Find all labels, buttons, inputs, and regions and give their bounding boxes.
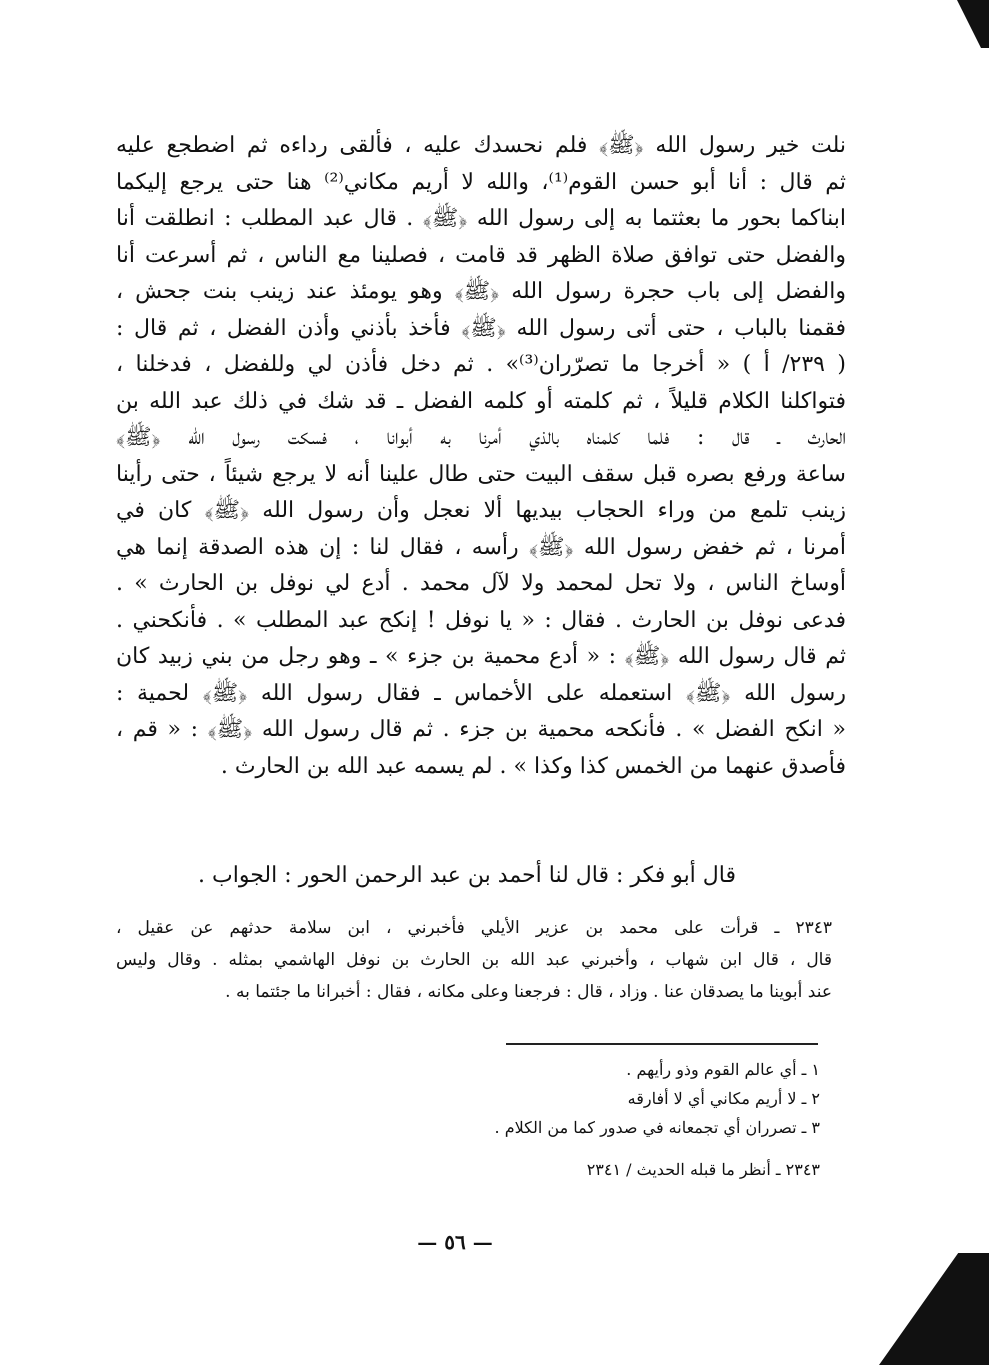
text-line: والفضل إلى باب حجرة رسول الله ﴿ﷺ﴾ وهو يومئذ عند زينب بنت جحش ،	[116, 279, 846, 304]
text-line: ثم قال : أنا أبو حسن القوم⁽¹⁾، والله لا أريم مكاني⁽²⁾ هنا حتى يرجع إليكما	[116, 169, 846, 195]
text-line: « انكح الفضل » . فأنكحه محمية بن جزء . ثم قال رسول الله ﴿ﷺ﴾ : « قم ،	[116, 717, 846, 742]
narrator-line: قال أبو فكر : قال لنا أحمد بن عبد الرحمن الحور : الجواب .	[198, 863, 736, 888]
text-line: أوساخ الناس ، ولا تحل لمحمد ولا لآل محمد . أدع لي نوفل بن الحارث » .	[116, 571, 846, 596]
text-line: أمرنا ، ثم خفض رسول الله ﴿ﷺ﴾ رأسه ، فقال لنا : إن هذه الصدقة إنما هي	[116, 534, 846, 560]
text-line: نلت خير رسول الله ﴿ﷺ﴾ فلم نحسدك عليه ، فألقى رداءه ثم اضطجع عليه	[116, 133, 846, 158]
footnote-divider	[506, 1043, 818, 1045]
text-line: فدعى نوفل بن الحارث . فقال : « يا نوفل ! إنكح عبد المطلب » . فأنكحني .	[116, 607, 846, 633]
secondary-line: عند أبوينا ما يصدقان عنا . وزاد ، قال : فرجعنا وعلى مكانه ، فقال : أخبرانا ما جئتما به .	[225, 982, 832, 1002]
reference-note: ٢٣٤٣ ـ أنظر ما قبله الحديث / ٢٣٤١	[586, 1160, 820, 1179]
footnote: ٢ ـ لا أريم مكاني أي لا أفارقه	[627, 1089, 820, 1108]
text-line: الحارث ـ قال : فلما كلمناه بالذي أمرنا به أبوانا ، فسكت رسول الله ﴿ﷺ﴾	[116, 425, 846, 450]
text-line: زينب تلمع من وراء الحجاب بيديها ألا نعجل وأن رسول الله ﴿ﷺ﴾ كان في	[116, 498, 846, 523]
footnote: ٣ ـ تصرران أي تجمعانه في صدور كما من الكلام .	[494, 1118, 820, 1137]
main-hadith-text	[116, 128, 846, 785]
scan-shadow-bottom	[879, 1253, 989, 1365]
text-line: والفضل حتى توافق صلاة الظهر قد قامت ، فصلينا مع الناس ، ثم أسرعت أنا	[116, 242, 846, 268]
text-line: ابناكما بحور ما بعثتما به إلى رسول الله ﴿ﷺ﴾ . قال عبد المطلب : انطلقت أنا	[116, 206, 846, 231]
text-line: فقمنا بالباب ، حتى أتى رسول الله ﴿ﷺ﴾ فأخذ بأذني وأذن الفضل ، ثم قال :	[116, 315, 846, 341]
text-line: ساعة ورفع بصره قبل سقف البيت حتى طال علينا أنه لا يرجع شيئاً ، حتى رأينا	[116, 461, 846, 487]
secondary-line: قال ، قال ابن شهاب ، وأخبرني عبد الله بن الحارث بن نوفل الهاشمي بمثله . وقال وليس	[116, 950, 832, 970]
text-line: ( ٢٣٩/ أ ) « أخرجا ما تصرّران⁽³⁾» . ثم دخل فأذن لي وللفضل ، فدخلنا ،	[116, 352, 846, 377]
page-number: — ٥٦ —	[417, 1230, 493, 1254]
secondary-hadith-text	[116, 912, 832, 1008]
footnote: ١ ـ أي عالم القوم وذو رأيهم .	[626, 1060, 820, 1079]
scan-shadow-top	[957, 0, 989, 48]
text-line: ثم قال رسول الله ﴿ﷺ﴾ : « أدع محمية بن جزء » ـ وهو رجل من بني زبيد كان	[116, 644, 846, 669]
text-line: رسول الله ﴿ﷺ﴾ استعمله على الأخماس ـ فقال رسول الله ﴿ﷺ﴾ لحمية :	[116, 680, 846, 706]
text-line: فتواكلنا الكلام قليلاً ، ثم كلمته أو كلمه الفضل ـ قد شك في ذلك عبد الله بن	[116, 388, 846, 414]
text-line: فأصدق عنهما من الخمس كذا وكذا » . لم يسمه عبد الله بن الحارث .	[220, 753, 846, 779]
secondary-line: ٢٣٤٣ ـ قرأت على محمد بن عزير الأيلي فأخبرني ، ابن سلامة حدثهم عن عقيل ،	[116, 918, 832, 938]
footnotes	[300, 1055, 820, 1142]
